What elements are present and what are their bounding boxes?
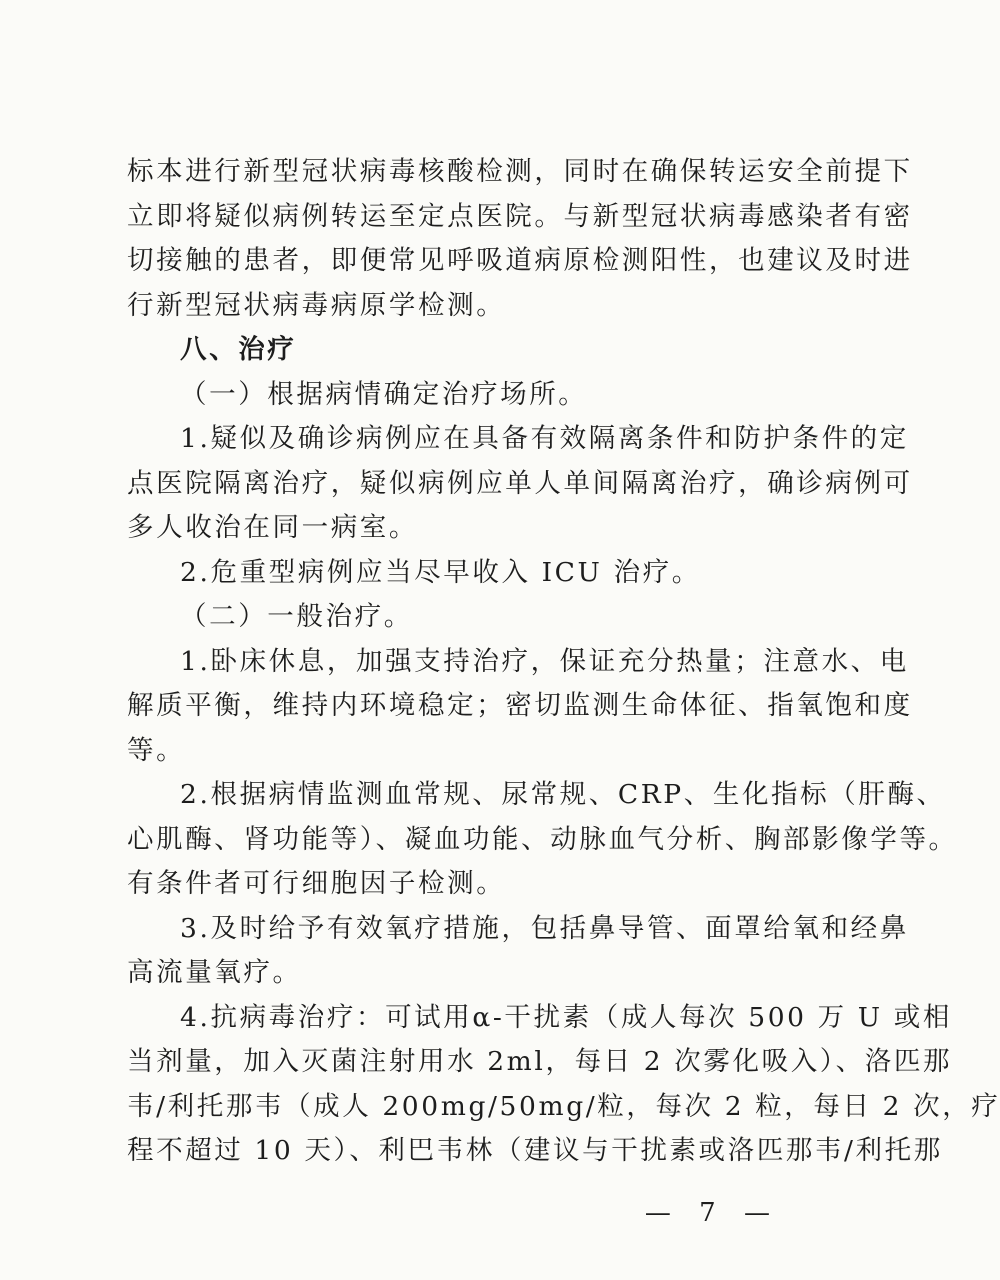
paragraph-line: 1.卧床休息，加强支持治疗，保证充分热量；注意水、电 [180, 645, 909, 677]
paragraph-line: 高流量氧疗。 [127, 957, 302, 988]
paragraph-line: 行新型冠状病毒病原学检测。 [127, 289, 506, 321]
paragraph-line: 2.根据病情监测血常规、尿常规、CRP、生化指标（肝酶、 [180, 779, 946, 810]
paragraph-line: 标本进行新型冠状病毒核酸检测，同时在确保转运安全前提下 [127, 156, 913, 187]
paragraph-line: 4.抗病毒治疗：可试用α-干扰素（成人每次 500 万 U 或相 [180, 1001, 952, 1033]
paragraph-line: 心肌酶、肾功能等）、凝血功能、动脉血气分析、胸部影像学等。 [127, 823, 958, 855]
document-body [127, 150, 1000, 1174]
section-heading-treatment: 八、治疗 [180, 334, 297, 365]
paragraph-line: 点医院隔离治疗，疑似病例应单人单间隔离治疗，确诊病例可 [127, 467, 913, 499]
paragraph-line: 等。 [127, 734, 186, 766]
paragraph-line: 切接触的患者，即便常见呼吸道病原检测阳性，也建议及时进 [127, 245, 913, 276]
subsection-heading-treatment-location: （一）根据病情确定治疗场所。 [180, 378, 588, 410]
paragraph-line: 2.危重型病例应当尽早收入 ICU 治疗。 [180, 556, 701, 588]
subsection-heading-general-treatment: （二）一般治疗。 [180, 601, 413, 632]
page-number: — 7 — [644, 1198, 780, 1228]
paragraph-line: 1.疑似及确诊病例应在具备有效隔离条件和防护条件的定 [180, 423, 909, 454]
paragraph-line: 韦/利托那韦（成人 200mg/50mg/粒，每次 2 粒，每日 2 次，疗 [127, 1090, 1000, 1122]
paragraph-line: 有条件者可行细胞因子检测。 [127, 868, 506, 899]
paragraph-line: 程不超过 10 天）、利巴韦林（建议与干扰素或洛匹那韦/利托那 [127, 1135, 943, 1166]
paragraph-line: 立即将疑似病例转运至定点医院。与新型冠状病毒感染者有密 [127, 200, 913, 232]
paragraph-line: 3.及时给予有效氧疗措施，包括鼻导管、面罩给氧和经鼻 [180, 912, 909, 944]
paragraph-line: 多人收治在同一病室。 [127, 512, 418, 543]
paragraph-line: 解质平衡，维持内环境稳定；密切监测生命体征、指氧饱和度 [127, 690, 913, 721]
paragraph-line: 当剂量，加入灭菌注射用水 2ml，每日 2 次雾化吸入）、洛匹那 [127, 1046, 953, 1077]
